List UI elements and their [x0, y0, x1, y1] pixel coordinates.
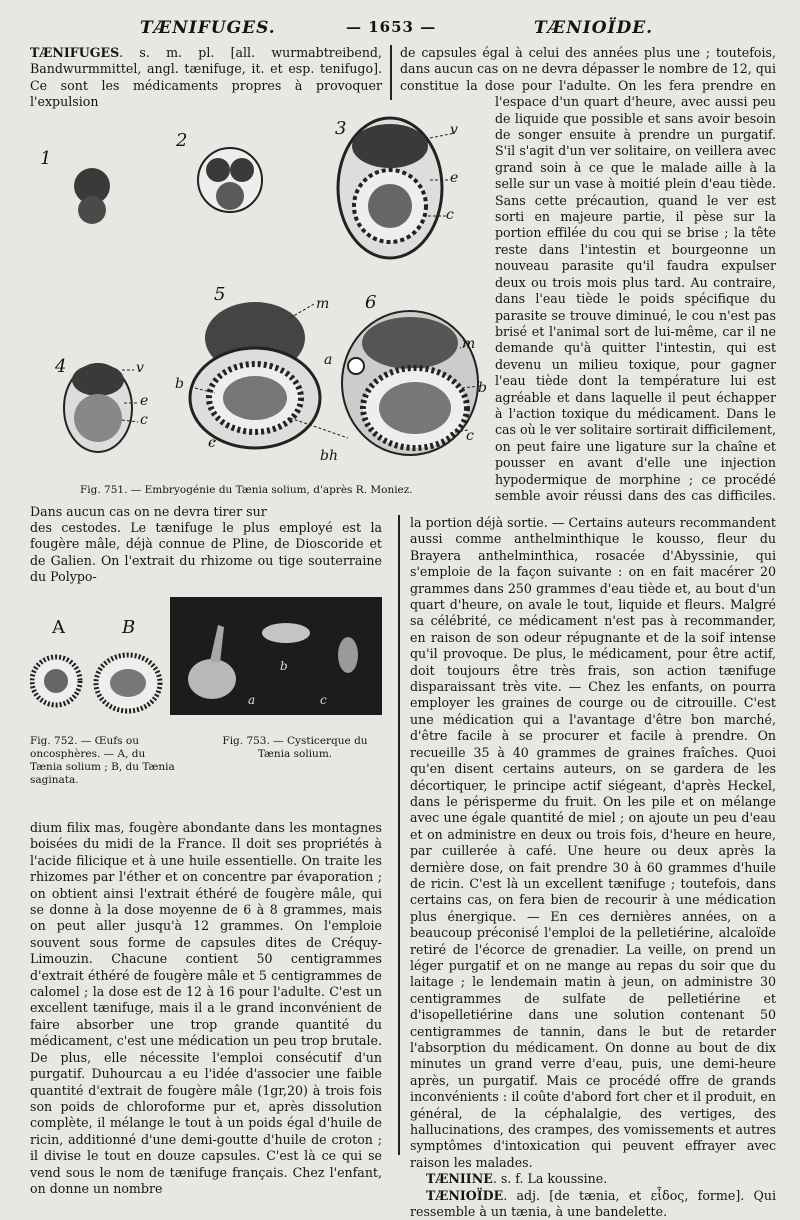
fig751-label-c-5: c	[208, 435, 216, 451]
left-column-bottom	[30, 820, 382, 1197]
embryo-5	[190, 302, 320, 448]
fig753-photo	[170, 597, 382, 715]
fig751-label-v-3: v	[450, 122, 458, 138]
fig751-label-b-6: b	[478, 380, 487, 396]
headword-taenioide: TÆNIOÏDE	[426, 1187, 504, 1203]
column-rule-bottom	[398, 515, 400, 1155]
fig753-label-c: c	[320, 693, 327, 707]
fig752-label-a: A	[52, 617, 65, 638]
fig751-label-c-3: c	[446, 207, 454, 223]
headword-taeniine: TÆNIINE	[426, 1171, 493, 1187]
embryo-3	[338, 118, 442, 258]
embryo-2	[198, 148, 262, 212]
fig751-label-b-5: b	[175, 376, 184, 392]
fig753-label-b: b	[280, 659, 288, 673]
running-header	[0, 6, 800, 36]
fig751-label-m-5: m	[316, 296, 330, 312]
fig751-number-2: 2	[176, 130, 188, 151]
fig751-label-c-6: c	[466, 428, 474, 444]
fig751-label-c-4: c	[140, 412, 148, 428]
fig751-label-e-3: e	[450, 170, 459, 186]
fig753-caption: Fig. 753. — Cysticerque du Tænia solium.	[222, 735, 368, 760]
fig753-label-a: a	[248, 693, 256, 707]
page-number: — 1653 —	[346, 18, 437, 36]
fig751-number-4: 4	[55, 356, 67, 377]
embryo-6	[342, 311, 478, 455]
fig751-label-e-4: e	[140, 393, 149, 409]
header-right: TÆNIOÏDE.	[534, 18, 654, 38]
fig751-label-v-4: v	[136, 360, 144, 376]
fig751-number-6: 6	[365, 292, 377, 313]
right-column-bottom	[410, 515, 776, 1220]
embryo-4	[64, 364, 132, 452]
fig752-label-b: B	[122, 617, 136, 638]
headword-taenifuges: TÆNIFUGES	[30, 45, 120, 60]
paragraph-capsules: de capsules égal à celui des années plus une ; toutefois, dans aucun cas on ne devra dépasser le nombre de 12, qui constitue la dose pour l'adulte. On les fera prendre en l'espace d'un quart d'heure, avec aussi peu de liquide que possible et sans avoir besoin de songer ensuite à prendre un purgatif. S'il s'agit d'un ver solitaire, on veillera avec grand soin à ce que le malade aille à la selle sur un vase à moitié plein d'eau tiède. Sans cette précaution, quand le ver est sorti en majeure partie, il pèse sur la portion effilée du cou qui se brise ; la tête reste dans l'intestin et bourgeonne un nouveau parasite qu'il faudra expulser deux ou trois mois plus tard. Au contraire, dans l'eau tiède le poids spécifique du parasite se trouve diminué, le cou n'est pas brisé et l'animal sort de lui-même, car il ne demande qu'à quitter l'intestin, qui est devenu un milieu toxique, pour gagner l'eau tiède dont la température lui est agréable et dans laquelle il peut échapper à l'action toxique du médicament. Dans le cas où le ver solitaire sortirait difficilement, on peut faire une ligature sur la chaîne et pousser en avant d'elle une injection hypodermique de morphine ; ce procédé semble avoir réussi dans des cas difficiles. Dans aucun cas on ne devra tirer sur	[30, 45, 776, 520]
fig752-caption: Fig. 752. — Œufs ou oncosphères. — A, du Tænia solium ; B, du Tænia saginata.	[30, 735, 175, 786]
embryo-1	[74, 168, 110, 224]
figure-751	[30, 108, 490, 498]
cysticercus-drawing	[170, 597, 382, 715]
paragraph-filix-mas: dium filix mas, fougère abondante dans les montagnes boisées du midi de la France. Il doit ses propriétés à l'acide filicique et à une huile essentielle. On traite les rhizomes par l'éther et on concentre par évaporation ; on obtient ainsi l'extrait éthéré de fougère mâle, qui se donne à la dose moyenne de 6 à 8 grammes, mais on peut aller jusqu'à 12 grammes. On l'emploie souvent sous forme de capsules dites de Créquy-Limouzin. Chacune contient 50 centigrammes d'extrait éthéré de fougère mâle et 5 centigrammes de calomel ; la dose est de 12 à 16 pour l'adulte. C'est un excellent tænifuge, mais il a le grand inconvénient de faire absorber une trop grande quantité du médicament, c'est une médication un peu trop brutale. De plus, elle nécessite l'emploi consécutif d'un purgatif. Duhourcau a eu l'idée d'associer une faible quantité d'extrait de fougère mâle (1gr,20) à trois fois son poids de chloroforme pur et, après dissolution complète, il mélange le tout à un poids égal d'huile de ricin, additionné d'une demi-goutte d'huile de croton ; il divise le tout en douze capsules. C'est là ce qui se vend sous le nom de tænifuge français. Chez l'enfant, on donne un nombre	[30, 820, 382, 1196]
left-column-middle	[30, 520, 382, 586]
paragraph-kousso: la portion déjà sortie. — Certains auteurs recommandent aussi comme anthelminthique le kousso, fleur du Brayera anthelminthica, rosacée d'Abyssinie, qui s'emploie de la façon suivante : on en fait macérer 20 grammes dans 250 grammes d'eau tiède et, au bout d'un quart d'heure, on avale le tout, liquide et fleurs. Malgré sa célébrité, ce médicament n'est pas à recommander, en raison de son odeur répugnante et de la soif intense qu'il provoque. De plus, le médicament, pour être actif, doit toujours être très frais, son action tænifuge disparaissant très vite. — Chez les enfants, on pourra employer les graines de courge ou de citrouille. C'est une médication qui a l'avantage d'être bon marché, d'être facile à se procurer et facile à prendre. On recueille 35 à 40 grammes de graines fraîches. Quoi qu'en disent certains auteurs, on se gardera de les décortiquer, le principe actif siégeant, d'après Heckel, dans le périsperme du fruit. On les pile et on mélange avec une égale quantité de miel ; on ajoute un peu d'eau et on administre en deux ou trois fois, d'heure en heure, par cuillerée à café. Une heure ou deux après la dernière dose, on fait prendre 30 à 60 grammes d'huile de ricin. C'est là un excellent tænifuge ; toutefois, dans certains cas, on fera bien de recourir à une médication plus énergique. — En ces dernières années, on a beaucoup préconisé l'emploi de la pelletiérine, alcaloïde retiré de l'écorce de grenadier. La veille, on prend un léger purgatif et on ne mange au repas du soir que du laitage ; le lendemain matin à jeun, on administre 30 centigrammes de sulfate de pelletiérine et d'isopelletiérine dans une solution contenant 50 centigrammes de tannin, dans le but de retarder l'absorption du médicament. On donne au bout de dix minutes un grand verre d'eau, puis, une demi-heure après, un purgatif. Mais ce procédé offre de grands inconvénients : il coûte d'abord fort cher et il produit, en général, de la céphalalgie, des vertiges, des hallucinations, des crampes, des vomissements et autres symptômes d'intoxication qui peuvent effrayer avec raison les malades.	[410, 515, 776, 1170]
definition-taeniine: . s. f. La koussine.	[492, 1171, 608, 1187]
fig751-label-a-6: a	[324, 352, 333, 368]
fig751-number-3: 3	[335, 118, 347, 139]
paragraph-cestodes: des cestodes. Le tænifuge le plus employé est la fougère mâle, déjà connue de Pline, de Dioscoride et de Galien. On l'extrait du rhizome ou tige souterraine du Polypo-	[30, 520, 382, 585]
fig751-label-bh: bh	[320, 448, 338, 464]
definition-taenioide: . adj. [de tænia, et εἶδος, forme]. Qui ressemble à un tænia, à une bandelette.	[410, 1187, 776, 1220]
figure-752	[30, 645, 170, 725]
fig751-label-m-6: m	[462, 336, 476, 352]
definition-taenifuges: . s. m. pl. [all. wurmabtreibend, Bandwurmmittel, angl. tænifuge, it. et esp. tenifugo]. Ce sont les médicaments propres à provoquer l'expulsion	[30, 45, 382, 110]
fig751-number-1: 1	[40, 148, 52, 169]
header-left: TÆNIFUGES.	[140, 18, 276, 38]
fig751-caption: Fig. 751. — Embryogénie du Tænia solium, d'après R. Moniez.	[80, 484, 413, 496]
fig751-number-5: 5	[214, 284, 226, 305]
